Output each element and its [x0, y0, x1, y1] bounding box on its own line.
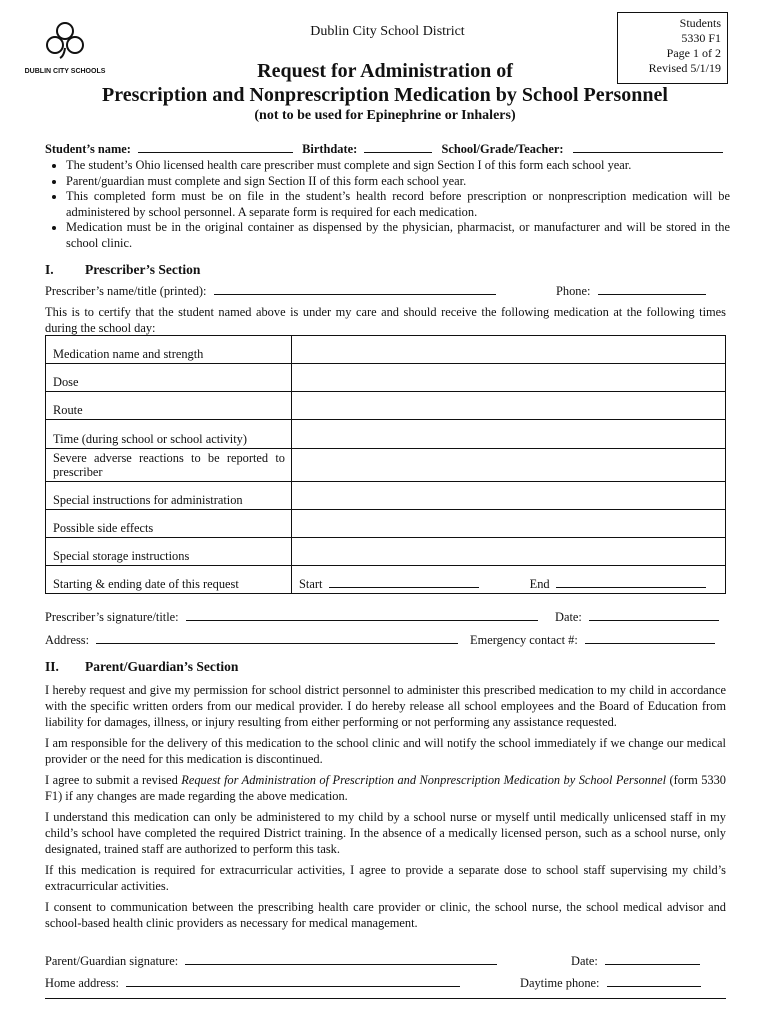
- table-row: [46, 364, 726, 392]
- table-row: [46, 336, 726, 364]
- consent-paragraph-3: [45, 772, 726, 804]
- start-label: Start: [299, 577, 323, 591]
- consent-paragraph-1: I hereby request and give my permission for school district personnel to administer this prescribed medication to my child in accordance with the specific written orders from our medical provider. I do hereby release all school employees and the Board of Education from liability for damages, illness, or injury resulting from either performing or not performing any assistance requested.: [45, 683, 726, 729]
- certify-statement: This is to certify that the student named above is under my care and should receive the following medication at the following times during the school day:: [45, 305, 726, 335]
- student-name-label: Student’s name:: [45, 142, 131, 156]
- prescriber-name-row: [45, 283, 496, 299]
- prescriber-phone-label: Phone:: [556, 284, 591, 298]
- school-grade-teacher-field[interactable]: [573, 141, 723, 153]
- section-2-heading: [45, 659, 238, 675]
- table-row: [46, 510, 726, 538]
- end-label: End: [529, 577, 550, 591]
- row-label-dose: Dose: [46, 364, 292, 392]
- home-address-row: [45, 975, 460, 991]
- parent-signature-field[interactable]: [185, 953, 497, 965]
- route-field[interactable]: [292, 392, 726, 420]
- form-reference-box: [617, 12, 728, 84]
- table-row: [46, 392, 726, 420]
- medication-table: [45, 335, 726, 594]
- student-info-row: [45, 141, 735, 157]
- form-title-line1: Request for Administration of: [257, 60, 513, 82]
- prescriber-date-field[interactable]: [589, 609, 719, 621]
- table-row: [46, 566, 726, 594]
- special-instructions-field[interactable]: [292, 482, 726, 510]
- parent-date-field[interactable]: [605, 953, 700, 965]
- district-logo: [24, 18, 106, 80]
- consent-paragraph-5: If this medication is required for extracurricular activities, I agree to provide a separate dose to school staff supervising my child’s extracurricular activities.: [45, 863, 726, 893]
- instruction-item: • Medication must be in the original container as dispensed by the physician, pharmacist, or manufacturer and will be stored in the school clinic.: [66, 220, 730, 251]
- instruction-item: • The student’s Ohio licensed health care prescriber must complete and sign Section I of this form each school year.: [66, 158, 730, 174]
- row-label-special-instructions: Special instructions for administration: [46, 482, 292, 510]
- prescriber-signature-row: [45, 609, 538, 625]
- prescriber-signature-field[interactable]: [186, 609, 538, 621]
- prescriber-address-row: [45, 632, 458, 648]
- prescriber-name-label: Prescriber’s name/title (printed):: [45, 284, 207, 298]
- instruction-item: • Parent/guardian must complete and sign Section II of this form each school year.: [66, 174, 730, 190]
- consent-paragraph-4: I understand this medication can only be administered to my child by a school nurse or myself until medically unlicensed staff in my child’s school have completed the required District training. In the absence of a medically licensed person, such as a school nurse, only designated, trained staff are authorized to perform this task.: [45, 810, 726, 856]
- home-address-field[interactable]: [126, 975, 460, 987]
- medication-name-field[interactable]: [292, 336, 726, 364]
- paragraph-3-text-a: I agree to submit a revised: [45, 773, 182, 787]
- emergency-contact-row: [470, 632, 715, 648]
- prescriber-name-field[interactable]: [214, 283, 496, 295]
- daytime-phone-label: Daytime phone:: [520, 976, 600, 990]
- table-row: [46, 538, 726, 566]
- footer-rule: [45, 998, 726, 999]
- prescriber-phone-field[interactable]: [598, 283, 706, 295]
- emergency-contact-label: Emergency contact #:: [470, 633, 578, 647]
- page-number: Page 1 of 2: [666, 46, 721, 60]
- parent-signature-label: Parent/Guardian signature:: [45, 954, 179, 968]
- row-label-route: Route: [46, 392, 292, 420]
- storage-field[interactable]: [292, 538, 726, 566]
- home-address-label: Home address:: [45, 976, 119, 990]
- form-subtitle: (not to be used for Epinephrine or Inhalers): [254, 108, 516, 123]
- daytime-phone-row: [520, 975, 701, 991]
- row-label-storage: Special storage instructions: [46, 538, 292, 566]
- prescriber-phone-row: [556, 283, 706, 299]
- section-1-number: I.: [45, 262, 54, 277]
- form-category: Students: [679, 16, 721, 30]
- section-2-title: Parent/Guardian’s Section: [85, 659, 239, 674]
- prescriber-date-row: [555, 609, 719, 625]
- paragraph-3-text-b: (form 5330 F1) if any changes are made regarding the above medication.: [45, 773, 726, 803]
- revision-date: Revised 5/1/19: [648, 61, 721, 75]
- birthdate-field[interactable]: [364, 141, 432, 153]
- section-1-heading: [45, 262, 200, 278]
- parent-date-label: Date:: [571, 954, 598, 968]
- parent-date-row: [571, 953, 700, 969]
- parent-signature-row: [45, 953, 497, 969]
- section-1-title: Prescriber’s Section: [85, 262, 201, 277]
- time-field[interactable]: [292, 420, 726, 449]
- instruction-item: • This completed form must be on file in the student’s health record before prescription or nonprescription medication will be administered by school personnel. A separate form is required for each medication.: [66, 189, 730, 220]
- row-label-medication-name: Medication name and strength: [46, 336, 292, 364]
- row-label-time: Time (during school or school activity): [46, 420, 292, 449]
- consent-paragraph-2: I am responsible for the delivery of this medication to the school clinic and will notify the school immediately if we change our medical provider or the need for this medication is discontinued.: [45, 736, 726, 766]
- start-date-field[interactable]: [329, 576, 479, 588]
- table-row: [46, 482, 726, 510]
- birthdate-label: Birthdate:: [302, 142, 358, 156]
- form-number: 5330 F1: [681, 31, 721, 45]
- prescriber-date-label: Date:: [555, 610, 582, 624]
- row-label-side-effects: Possible side effects: [46, 510, 292, 538]
- prescriber-signature-label: Prescriber’s signature/title:: [45, 610, 179, 624]
- row-label-adverse-reactions: Severe adverse reactions to be reported to prescriber: [46, 449, 292, 482]
- consent-paragraph-6: I consent to communication between the prescribing health care provider or clinic, the school nurse, the school medical advisor and school-based health clinic providers as necessary for medical management.: [45, 900, 726, 930]
- prescriber-address-field[interactable]: [96, 632, 458, 644]
- adverse-reactions-field[interactable]: [292, 449, 726, 482]
- table-row: [46, 420, 726, 449]
- form-title-reference: Request for Administration of Prescription and Nonprescription Medication by School Personnel: [181, 773, 667, 787]
- table-row: [46, 449, 726, 482]
- prescriber-address-label: Address:: [45, 633, 90, 647]
- emergency-contact-field[interactable]: [585, 632, 715, 644]
- instructions-list: [40, 158, 730, 251]
- form-title-line2: Prescription and Nonprescription Medication by School Personnel: [102, 84, 668, 106]
- daytime-phone-field[interactable]: [607, 975, 701, 987]
- school-grade-teacher-label: School/Grade/Teacher:: [441, 142, 564, 156]
- student-name-field[interactable]: [138, 141, 293, 153]
- end-date-field[interactable]: [556, 576, 706, 588]
- section-2-number: II.: [45, 659, 59, 674]
- side-effects-field[interactable]: [292, 510, 726, 538]
- row-label-dates: Starting & ending date of this request: [46, 566, 292, 594]
- dates-cell: [292, 566, 726, 594]
- district-name: Dublin City School District: [310, 24, 465, 39]
- svg-text:DUBLIN CITY SCHOOLS: DUBLIN CITY SCHOOLS: [24, 68, 106, 75]
- dose-field[interactable]: [292, 364, 726, 392]
